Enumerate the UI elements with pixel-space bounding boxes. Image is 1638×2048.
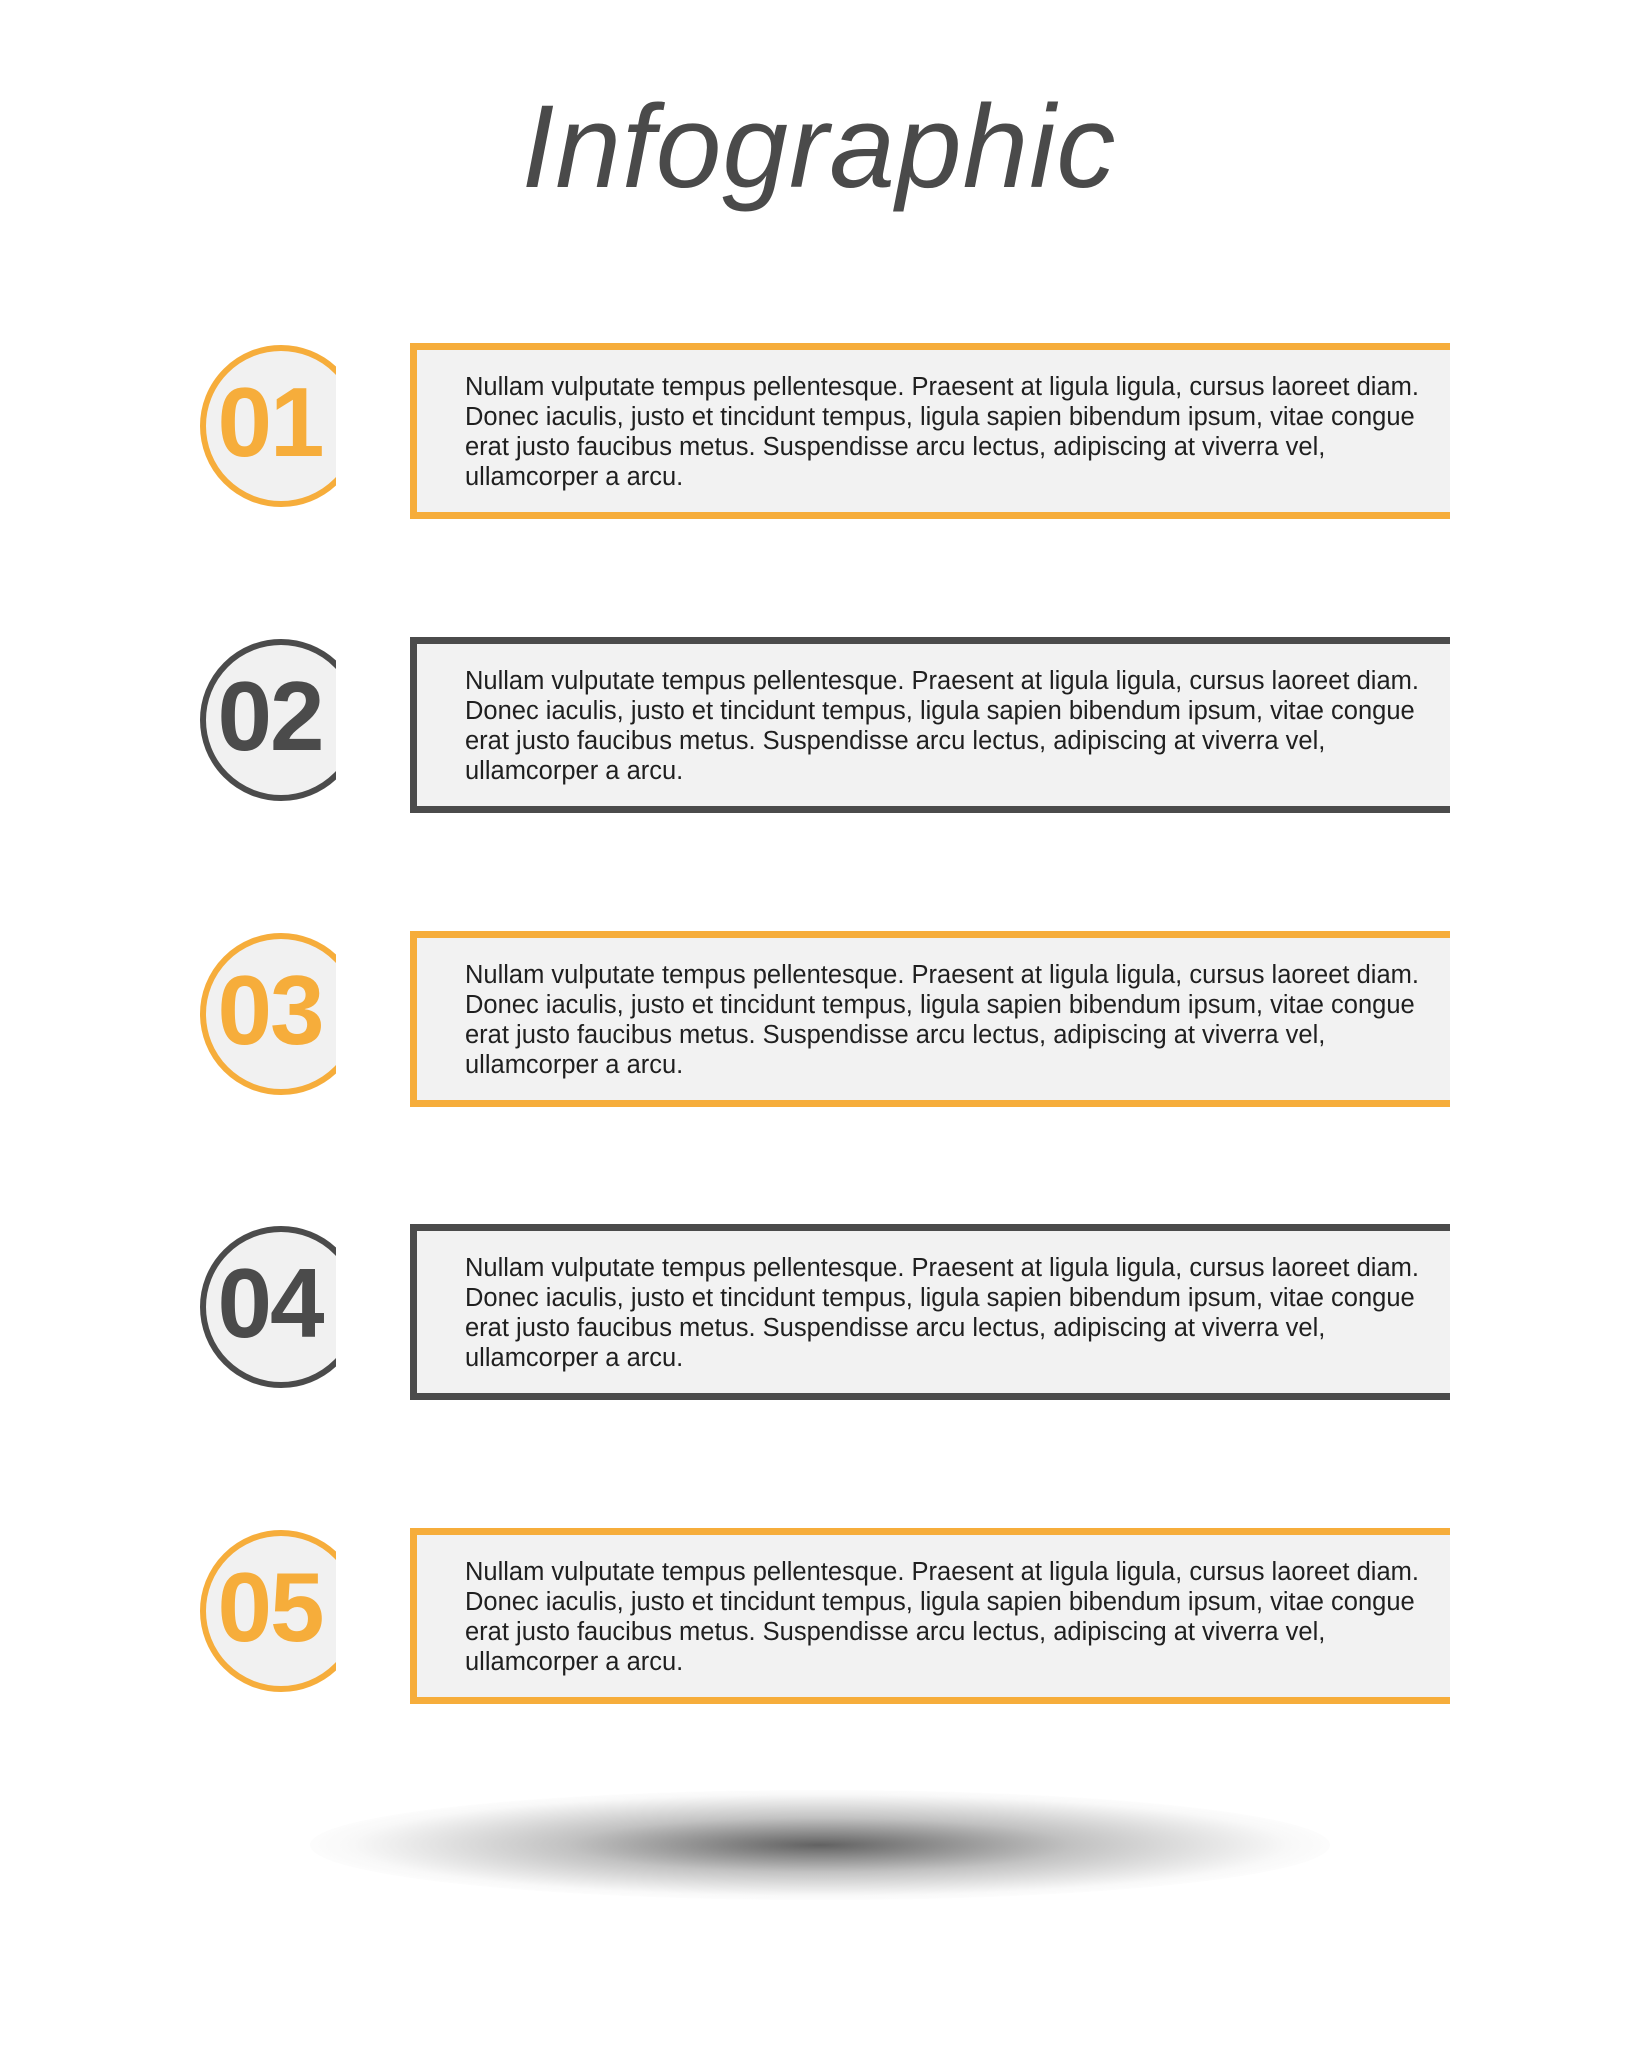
- step-number: 02: [217, 661, 323, 771]
- step-03: [200, 931, 1450, 1111]
- step-number-badge: [200, 933, 336, 1103]
- page-title: Infographic: [521, 81, 1117, 213]
- step-number: 01: [217, 367, 323, 477]
- floor-shadow: [310, 1790, 1330, 1900]
- step-05: [200, 1528, 1450, 1708]
- step-number-badge: [200, 345, 336, 515]
- step-01: [200, 343, 1450, 523]
- step-number: 04: [217, 1248, 323, 1358]
- step-text-box: [410, 343, 1450, 519]
- step-number-badge: [200, 639, 336, 809]
- step-text: Nullam vulputate tempus pellentesque. Praesent at ligula ligula, cursus laoreet diam. Donec iaculis, justo et tincidunt tempus, ligula sapien bibendum ipsum, vitae congue erat justo faucibus metus. Suspendisse arcu lectus, adipiscing at viverra vel, ullamcorper a arcu.: [465, 1254, 1419, 1372]
- step-number-badge: [200, 1530, 336, 1700]
- step-text: Nullam vulputate tempus pellentesque. Praesent at ligula ligula, cursus laoreet diam. Donec iaculis, justo et tincidunt tempus, ligula sapien bibendum ipsum, vitae congue erat justo faucibus metus. Suspendisse arcu lectus, adipiscing at viverra vel, ullamcorper a arcu.: [465, 1558, 1419, 1676]
- step-number-badge: [200, 1226, 336, 1396]
- step-text-box: [410, 931, 1450, 1107]
- step-text-box: [410, 1224, 1450, 1400]
- step-02: [200, 637, 1450, 817]
- step-text: Nullam vulputate tempus pellentesque. Praesent at ligula ligula, cursus laoreet diam. Donec iaculis, justo et tincidunt tempus, ligula sapien bibendum ipsum, vitae congue erat justo faucibus metus. Suspendisse arcu lectus, adipiscing at viverra vel, ullamcorper a arcu.: [465, 373, 1419, 491]
- step-04: [200, 1224, 1450, 1404]
- step-text-box: [410, 637, 1450, 813]
- step-text: Nullam vulputate tempus pellentesque. Praesent at ligula ligula, cursus laoreet diam. Donec iaculis, justo et tincidunt tempus, ligula sapien bibendum ipsum, vitae congue erat justo faucibus metus. Suspendisse arcu lectus, adipiscing at viverra vel, ullamcorper a arcu.: [465, 961, 1419, 1079]
- step-text-box: [410, 1528, 1450, 1704]
- step-number: 05: [217, 1552, 323, 1662]
- step-text: Nullam vulputate tempus pellentesque. Praesent at ligula ligula, cursus laoreet diam. Donec iaculis, justo et tincidunt tempus, ligula sapien bibendum ipsum, vitae congue erat justo faucibus metus. Suspendisse arcu lectus, adipiscing at viverra vel, ullamcorper a arcu.: [465, 667, 1419, 785]
- step-number: 03: [217, 955, 323, 1065]
